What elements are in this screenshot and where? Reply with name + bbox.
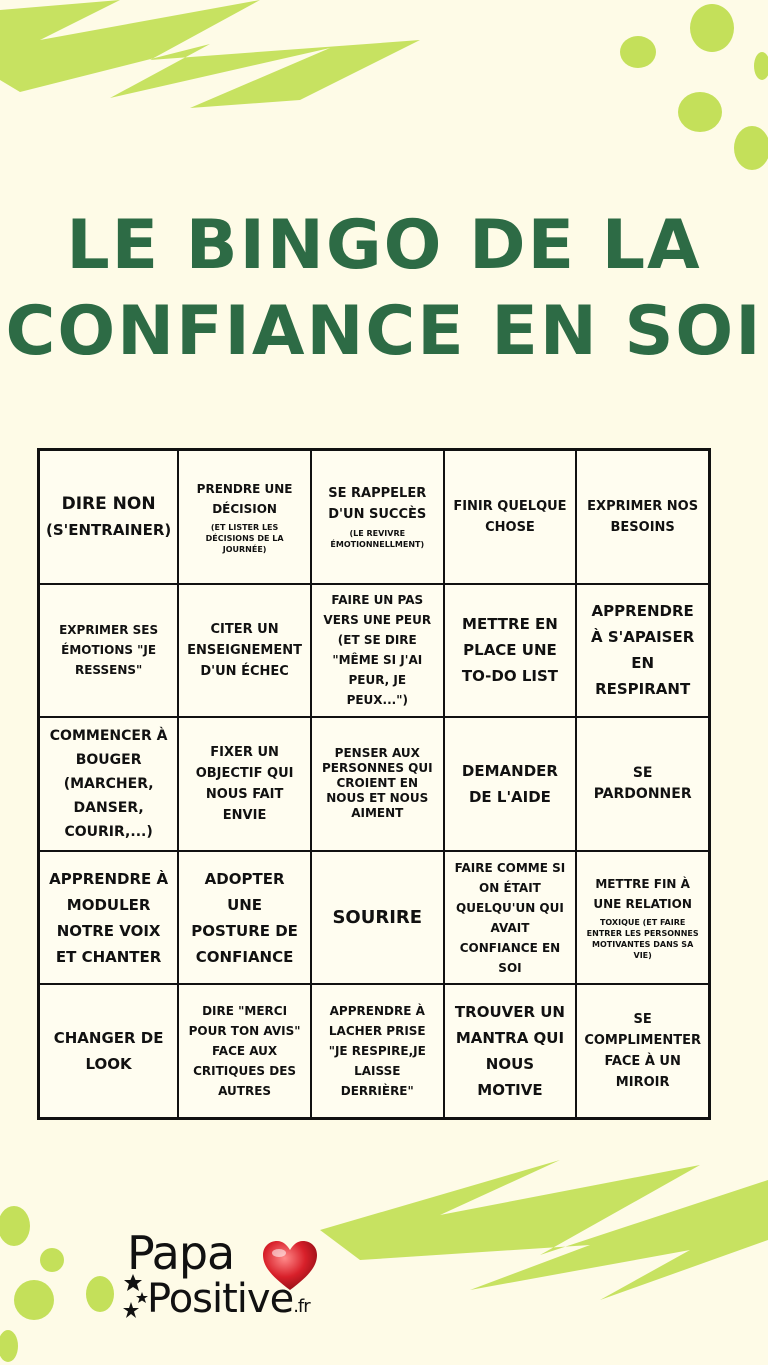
cell-text: TROUVER UN MANTRA QUI NOUS MOTIVE: [454, 1003, 565, 1100]
cell-text: APPRENDRE À S'APAISER EN RESPIRANT: [591, 602, 695, 699]
bingo-cell: [311, 450, 444, 584]
bingo-cell: [178, 450, 311, 584]
bingo-cell: [39, 584, 178, 718]
bingo-cell: [311, 584, 444, 718]
page-title: [0, 203, 768, 375]
cell-subtext: TOXIQUE (ET FAIRE ENTRER LES PERSONNES MOTIVANTES DANS SA VIE): [586, 918, 699, 961]
cell-text: DIRE NON: [61, 493, 156, 514]
bingo-cell: [178, 851, 311, 985]
bingo-cell: [39, 717, 178, 851]
cell-text: SE RAPPELER D'UN SUCCÈS: [328, 486, 427, 523]
bingo-cell: [444, 584, 577, 718]
cell-text: APPRENDRE À MODULER NOTRE VOIX ET CHANTER: [49, 869, 169, 966]
dot: [0, 1206, 30, 1246]
cell-text: DEMANDER DE L'AIDE: [461, 761, 558, 806]
bingo-cell: [311, 851, 444, 985]
bingo-cell: [576, 450, 709, 584]
dot: [734, 126, 768, 170]
bingo-cell: [576, 851, 709, 985]
cell-text: CITER UN ENSEIGNEMENT D'UN ÉCHEC: [187, 621, 302, 679]
brush-stroke-bottom: [320, 1160, 768, 1300]
bingo-cell: [444, 851, 577, 985]
bingo-cell: [39, 984, 178, 1118]
bingo-cell: [576, 584, 709, 718]
dot: [754, 52, 768, 80]
cell-text-2: (S'ENTRAINER): [46, 520, 172, 539]
bingo-grid: [37, 448, 711, 1120]
dot: [678, 92, 722, 132]
bingo-cell: [576, 984, 709, 1118]
cell-text: METTRE FIN À UNE RELATION: [593, 877, 692, 912]
bingo-cell: [444, 717, 577, 851]
logo-papa-text: Papa: [127, 1226, 235, 1280]
title-line-2: CONFIANCE EN SOI: [5, 292, 763, 371]
cell-text: APPRENDRE À LACHER PRISE "JE RESPIRE,JE LAISSE DERRIÈRE": [328, 1004, 426, 1099]
cell-subtext: (LE REVIVRE ÉMOTIONNELLMENT): [330, 529, 425, 550]
cell-text: PENSER AUX PERSONNES QUI CROIENT EN NOUS ET NOUS AIMENT: [321, 746, 433, 821]
cell-text: COMMENCER À BOUGER (MARCHER, DANSER, COURIR,...): [49, 727, 168, 840]
cell-text: DIRE "MERCI POUR TON AVIS" FACE AUX CRITIQUES DES AUTRES: [188, 1004, 301, 1099]
dot: [620, 36, 656, 68]
cell-text: CHANGER DE LOOK: [53, 1029, 164, 1074]
dot: [14, 1280, 54, 1320]
logo-tld: .fr: [293, 1296, 310, 1317]
cell-text: FAIRE COMME SI ON ÉTAIT QUELQU'UN QUI AVAIT CONFIANCE EN SOI: [454, 860, 566, 975]
bingo-cell: [444, 984, 577, 1118]
brand-logo: [125, 1226, 325, 1332]
cell-text: EXPRIMER NOS BESOINS: [587, 498, 699, 535]
cell-text: PRENDRE UNE DÉCISION: [196, 481, 293, 516]
cell-text: SE COMPLIMENTER FACE À UN MIROIR: [584, 1012, 701, 1091]
cell-text: METTRE EN PLACE UNE TO-DO LIST: [461, 615, 558, 686]
title-line-1: LE BINGO DE LA: [66, 206, 702, 285]
logo-positive-text: [147, 1276, 310, 1322]
cell-text: SE PARDONNER: [593, 764, 692, 802]
bingo-cell: [311, 984, 444, 1118]
dot: [86, 1276, 114, 1312]
bingo-cell: [39, 450, 178, 584]
bingo-cell: [178, 717, 311, 851]
cell-text: EXPRIMER SES ÉMOTIONS "JE RESSENS": [59, 623, 159, 678]
cell-text: FAIRE UN PAS VERS UNE PEUR: [323, 593, 432, 628]
cell-text-2: (ET SE DIRE "MÊME SI J'AI PEUR, JE PEUX..."): [332, 633, 423, 708]
bingo-cell: [178, 984, 311, 1118]
cell-text: SOURIRE: [332, 906, 423, 928]
brush-stroke-top: [0, 0, 420, 108]
dot: [690, 4, 734, 52]
bingo-cell: [311, 717, 444, 851]
dot: [40, 1248, 64, 1272]
logo-positive-word: Positive: [147, 1276, 294, 1322]
stars-icon: [123, 1274, 149, 1318]
bingo-cell: [178, 584, 311, 718]
bingo-cell: [576, 717, 709, 851]
bingo-cell: [39, 851, 178, 985]
cell-text: ADOPTER UNE POSTURE DE CONFIANCE: [191, 869, 298, 966]
cell-subtext: (ET LISTER LES DÉCISIONS DE LA JOURNÉE): [205, 522, 284, 554]
cell-text: FINIR QUELQUE CHOSE: [453, 498, 567, 535]
bingo-cell: [444, 450, 577, 584]
dot: [0, 1330, 18, 1362]
cell-text: FIXER UN OBJECTIF QUI NOUS FAIT ENVIE: [195, 744, 294, 823]
